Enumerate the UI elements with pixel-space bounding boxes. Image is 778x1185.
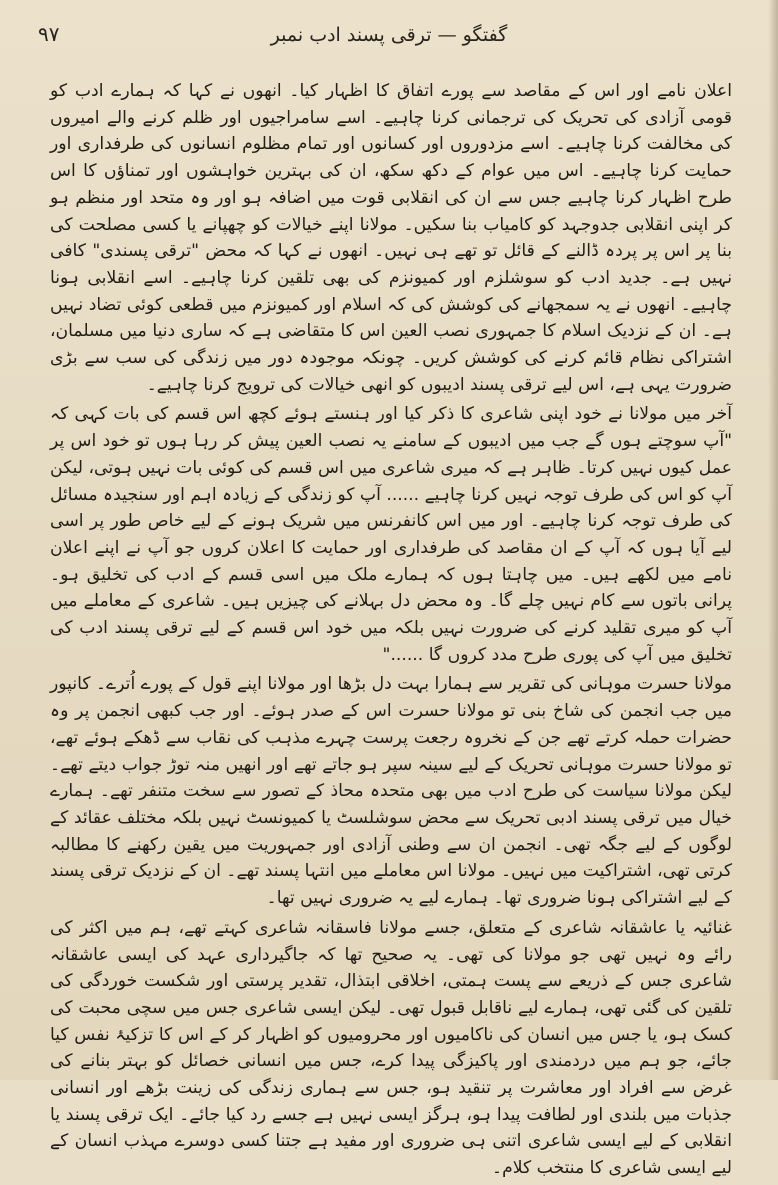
paragraph-2: آخر میں مولانا نے خود اپنی شاعری کا ذکر کیا اور ہنستے ہوئے کچھ اس قسم کی بات کہی کہ "آپ سوچتے ہوں گے جب میں ادیبوں کے سامنے یہ نصب العین پیش کر رہا ہوں تو خود اس پر عمل کیوں نہیں کرتا۔ ظاہر ہے کہ میری شاعری میں اس قسم کی کوئی بات نہیں ہوتی، لیکن آپ کو اس کی طرف توجہ نہیں کرنا چاہیے ...... آپ کو زندگی کے زیادہ اہم اور سنجیدہ مسائل کی طرف توجہ کرنا چاہیے۔ اور میں اس کانفرنس میں شریک ہونے کے لیے خاص طور پر اسی لیے آیا ہوں کہ آپ کے ان مقاصد کی طرفداری اور حمایت کا اعلان کروں جو آپ نے اپنے اعلان نامے میں لکھے ہیں۔ میں چاہتا ہوں کہ ہمارے ملک میں اسی قسم کے ادب کی تخلیق ہو۔ پرانی باتوں سے کام نہیں چلے گا۔ وہ محض دل بہلانے کی چیزیں ہیں۔ شاعری کے معاملے میں آپ کو میری تقلید کرنے کی ضرورت نہیں بلکہ میں خود اس قسم کے لیے ترقی پسند ادب کی تخلیق میں آپ کی پوری طرح مدد کروں گا ......" — [50, 404, 732, 665]
paragraph-1: اعلان نامے اور اس کے مقاصد سے پورے اتفاق کا اظہار کیا۔ انھوں نے کہا کہ ہمارے ادب کو قومی آزادی کی تحریک کی ترجمانی کرنا چاہیے۔ اسے سامراجیوں اور ظلم کرنے والے امیروں کی مخالفت کرنا چاہیے۔ اسے مزدوروں اور کسانوں اور تمام مظلوم انسانوں کی طرفداری اور حمایت کرنا چاہیے۔ اس میں عوام کے دکھ سکھ، ان کی بہترین خواہشوں اور تمناؤں کا اس طرح اظہار کرنا چاہیے جس سے ان کی انقلابی قوت میں اضافہ ہو اور وہ متحد اور منظم ہو کر اپنی انقلابی جدوجہد کو کامیاب بنا سکیں۔ مولانا اپنے خیالات کو چھپانے یا کسی مصلحت کی بنا پر اس پر پردہ ڈالنے کے قائل تو تھے ہی نہیں۔ انھوں نے کہا کہ محض "ترقی پسندی" کافی نہیں ہے۔ جدید ادب کو سوشلزم اور کمیونزم کی بھی تلقین کرنا چاہیے۔ اسے انقلابی ہونا چاہیے۔ انھوں نے یہ سمجھانے کی کوشش کی کہ اسلام اور کمیونزم میں قطعی کوئی تضاد نہیں ہے۔ ان کے نزدیک اسلام کا جمہوری نصب العین اس کا متقاضی ہے کہ ساری دنیا میں مسلمان، اشتراکی نظام قائم کرنے کی کوشش کریں۔ چونکہ موجودہ دور میں زندگی کی سب سے بڑی ضرورت یہی ہے، اس لیے ترقی پسند ادیبوں کو انھی خیالات کی ترویج کرنا چاہیے۔ — [50, 81, 732, 395]
body-text — [50, 78, 732, 1185]
page-header — [30, 18, 748, 58]
page-number: ۹۷ — [38, 22, 60, 46]
paragraph-4: غنائیہ یا عاشقانہ شاعری کے متعلق، جسے مولانا فاسقانہ شاعری کہتے تھے، ہم میں اکثر کی رائے وہ نہیں تھی جو مولانا کی تھی۔ یہ صحیح تھا کہ جاگیرداری عہد کی ایسی عاشقانہ شاعری جس کے ذریعے سے پست ہمتی، اخلاقی ابتذال، تقدیر پرستی اور شکست خوردگی کی تلقین کی گئی تھی، ہمارے لیے ناقابل قبول تھی۔ لیکن ایسی شاعری جس میں سچی محبت کی کسک ہو، یا جس میں انسان کی ناکامیوں اور محرومیوں کو اظہار کر کے اس کا تزکیۂ نفس کیا جائے، جو ہم میں دردمندی اور پاکیزگی پیدا کرے، جس میں انسانی خصائل کو بہتر بنانے کی غرض سے افراد اور معاشرت پر تنقید ہو، جس سے ہماری زندگی کی زینت بڑھے اور انسانی جذبات میں بلندی اور لطافت پیدا ہو، ہرگز ایسی نہیں ہے جسے رد کیا جائے۔ ایک ترقی پسند یا انقلابی کے لیے ایسی شاعری اتنی ہی ضروری اور مفید ہے جتنا کسی دوسرے مہذب انسان کے لیے ایسی شاعری کا منتخب کلام۔ — [50, 917, 732, 1179]
page-edge-shadow — [768, 0, 778, 1080]
running-title: گفتگو — ترقی پسند ادب نمبر — [270, 24, 508, 46]
paragraph-3: مولانا حسرت موہانی کی تقریر سے ہمارا بہت دل بڑھا اور مولانا اپنے قول کے پورے اُترے۔ کانپور میں جب انجمن کی شاخ بنی تو مولانا حسرت اس کے صدر ہوئے۔ اور جب کبھی انجمن پر وہ حضرات حملہ کرتے تھے جن کے نخروہ رجعت پرست چہرے مذہب کی نقاب سے ڈھکے ہوئے تھے، تو مولانا حسرت موہانی تحریک کے لیے سینہ سپر ہو جاتے تھے اور انھیں منہ توڑ جواب دیتے تھے۔ لیکن مولانا سیاست کی طرح ادب میں بھی متحدہ محاذ کے تصور سے سخت متنفر تھے۔ ہمارے خیال میں ترقی پسند ادبی تحریک سے محض سوشلسٹ یا کمیونسٹ نہیں بلکہ مختلف عقائد کے لوگوں کے لیے جگہ تھی۔ انجمن ان سے وطنی آزادی اور جمہوریت میں یقین رکھنے کا مطالبہ کرتی تھی، اشتراکیت میں نہیں۔ مولانا اس معاملے میں انتہا پسند تھے۔ ان کے نزدیک ترقی پسند کے لیے اشتراکی ہونا ضروری تھا۔ ہمارے لیے یہ ضروری نہیں تھا۔ — [50, 674, 732, 909]
